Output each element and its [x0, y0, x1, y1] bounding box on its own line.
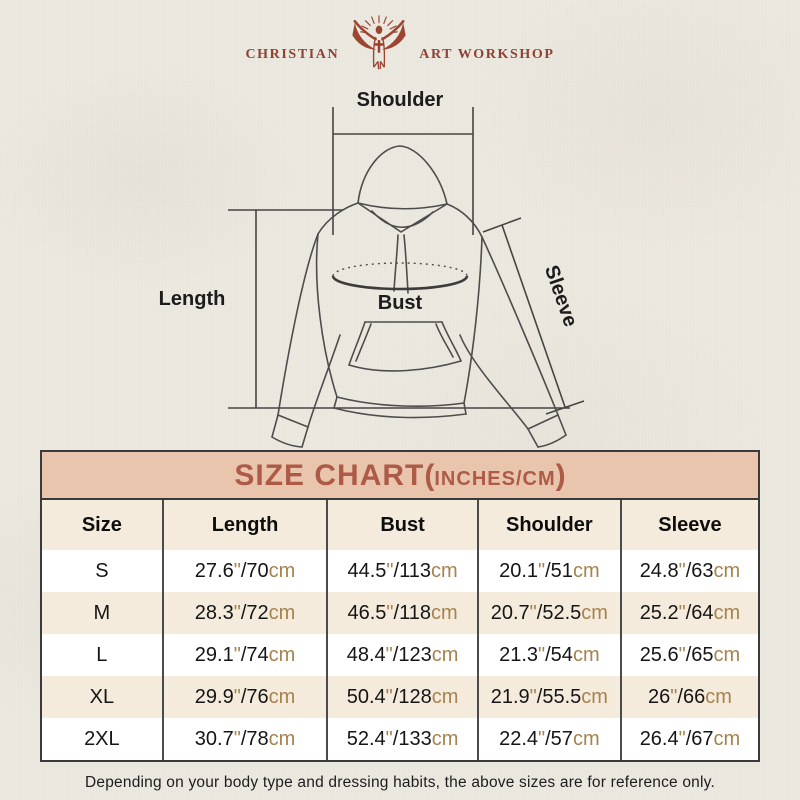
shoulder-measure-lines: [333, 107, 473, 235]
column-header-shoulder: Shoulder: [479, 500, 622, 550]
cell-shoulder: 20.1 " /51 cm: [479, 550, 622, 592]
column-header-size: Size: [42, 500, 164, 550]
column-header-bust: Bust: [328, 500, 478, 550]
sleeve-label: Sleeve: [539, 262, 582, 330]
cell-bust: 46.5 " /118 cm: [328, 592, 478, 634]
table-row-l: [42, 634, 758, 676]
cell-length: 29.1 " /74 cm: [164, 634, 329, 676]
cell-length: 29.9 " /76 cm: [164, 676, 329, 718]
column-header-row: [42, 500, 758, 550]
table-row-s: [42, 550, 758, 592]
cell-size: M: [42, 592, 164, 634]
size-chart-title: SIZE CHART: [234, 459, 425, 492]
cell-shoulder: 21.3 " /54 cm: [479, 634, 622, 676]
cell-length: 27.6 " /70 cm: [164, 550, 329, 592]
reference-note: Depending on your body type and dressing habits, the above sizes are for reference only.: [85, 774, 715, 791]
size-chart-unit-label: INCHES/CM: [434, 468, 556, 490]
hoodie-measurement-diagram: [150, 85, 650, 455]
column-header-length: Length: [164, 500, 329, 550]
length-label: Length: [158, 288, 226, 310]
cell-sleeve: 26 " /66 cm: [648, 685, 732, 708]
brand-text-left: CHRISTIAN: [245, 47, 340, 62]
cell-bust: 44.5 " /113 cm: [328, 550, 478, 592]
size-chart-table: [40, 450, 760, 762]
cell-size: S: [42, 550, 164, 592]
cell-size: 2XL: [42, 718, 164, 760]
cell-length: 28.3 " /72 cm: [164, 592, 329, 634]
column-header-sleeve: Sleeve: [658, 513, 722, 536]
brand-logo: [0, 10, 800, 76]
cell-sleeve: 24.8 " /63 cm: [639, 559, 741, 582]
cell-bust: 48.4 " /123 cm: [328, 634, 478, 676]
title-paren-close: ): [555, 459, 566, 492]
cell-length: 30.7 " /78 cm: [164, 718, 329, 760]
cell-shoulder: 21.9 " /55.5 cm: [479, 676, 622, 718]
cell-bust: 50.4 " /128 cm: [328, 676, 478, 718]
size-rows: [42, 550, 758, 760]
table-row-xl: [42, 676, 758, 718]
cell-sleeve: 25.6 " /65 cm: [639, 643, 741, 666]
bust-label: Bust: [377, 292, 423, 314]
bust-line-solid: [333, 276, 467, 289]
cell-sleeve: 26.4 " /67 cm: [639, 727, 741, 750]
table-row-2xl: [42, 718, 758, 760]
size-chart-title-band: [42, 452, 758, 500]
cell-bust: 52.4 " /133 cm: [328, 718, 478, 760]
table-row-m: [42, 592, 758, 634]
cell-shoulder: 20.7 " /52.5 cm: [479, 592, 622, 634]
shoulder-label: Shoulder: [356, 89, 444, 111]
cell-size: L: [42, 634, 164, 676]
title-paren-open: (: [424, 459, 435, 492]
cell-sleeve: 25.2 " /64 cm: [639, 601, 741, 624]
cell-size: XL: [42, 676, 164, 718]
cell-shoulder: 22.4 " /57 cm: [479, 718, 622, 760]
brand-text-right: ART WORKSHOP: [419, 47, 555, 62]
jesus-rays-cross-icon: [348, 12, 410, 74]
bust-line-dotted: [333, 263, 467, 276]
